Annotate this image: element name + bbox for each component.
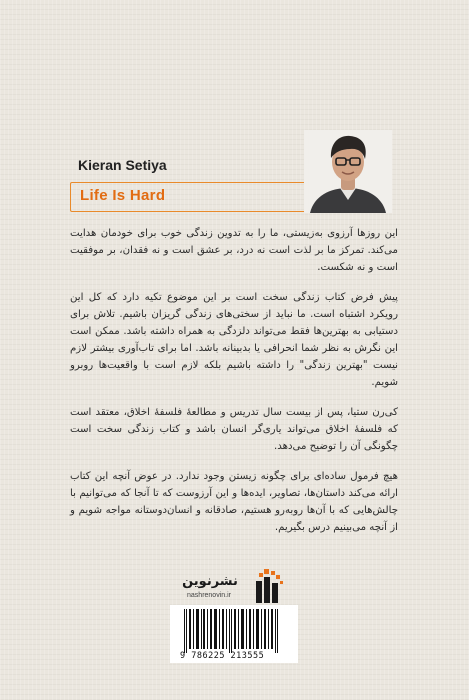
synopsis-paragraph: این روزها آرزوی به‌زیستی، ما را به تدوین زندگی خوب برای خودمان هدایت می‌کند. تمرکز ما بر لذت است نه درد، بر عشق است و نه فقدان، بر موفقیت است و نه شکست. (70, 228, 398, 273)
publisher-name: نشرنوین (182, 574, 238, 589)
book-title: Life Is Hard (80, 187, 166, 204)
isbn-number: 9 786225 213555 (180, 651, 265, 661)
synopsis (70, 225, 398, 549)
author-name: Kieran Setiya (78, 157, 167, 173)
synopsis-paragraph: پیش فرض کتاب زندگی سخت است بر این موضوع تکیه دارد که کل این رویکرد اشتباه است. ما نباید از سختی‌های زندگی گریزان باشیم. تلاش برای دستیابی به بهترین‌ها فقط می‌تواند دلزدگی به همراه داشته باشد. ممکن است این نگرش به نظر شما انحرافی یا بدبینانه باشد. اما برای تاب‌آوری بیشتر لازم نیست "بهترین زندگی" را داشته باشیم بلکه لازم است با واقعیت‌ها روبرو شویم. (70, 292, 398, 388)
author-portrait-image (304, 130, 392, 213)
publisher-url: nashrenovin.ir (187, 592, 231, 599)
synopsis-paragraph: هیچ فرمول ساده‌ای برای چگونه زیستن وجود ندارد. در عوض آنچه این کتاب ارائه می‌کند داستان‌ها، تصاویر، ایده‌ها و این آرزوست که تا آنجا که می‌توانیم با چالش‌هایی که با آن‌ها روبه‌رو هستیم، صادقانه و انسان‌دوستانه مواجه شویم و از آنچه می‌بینیم درس بگیریم. (70, 471, 398, 533)
author-portrait (304, 130, 392, 213)
synopsis-paragraph: کی‌رن ستیا، پس از بیست سال تدریس و مطالعهٔ فلسفهٔ اخلاق، معتقد است که فلسفهٔ اخلاق می‌تواند یاری‌گر انسان باشد و کتاب زندگی سخت است چگونگی آن را توضیح می‌دهد. (70, 407, 398, 452)
